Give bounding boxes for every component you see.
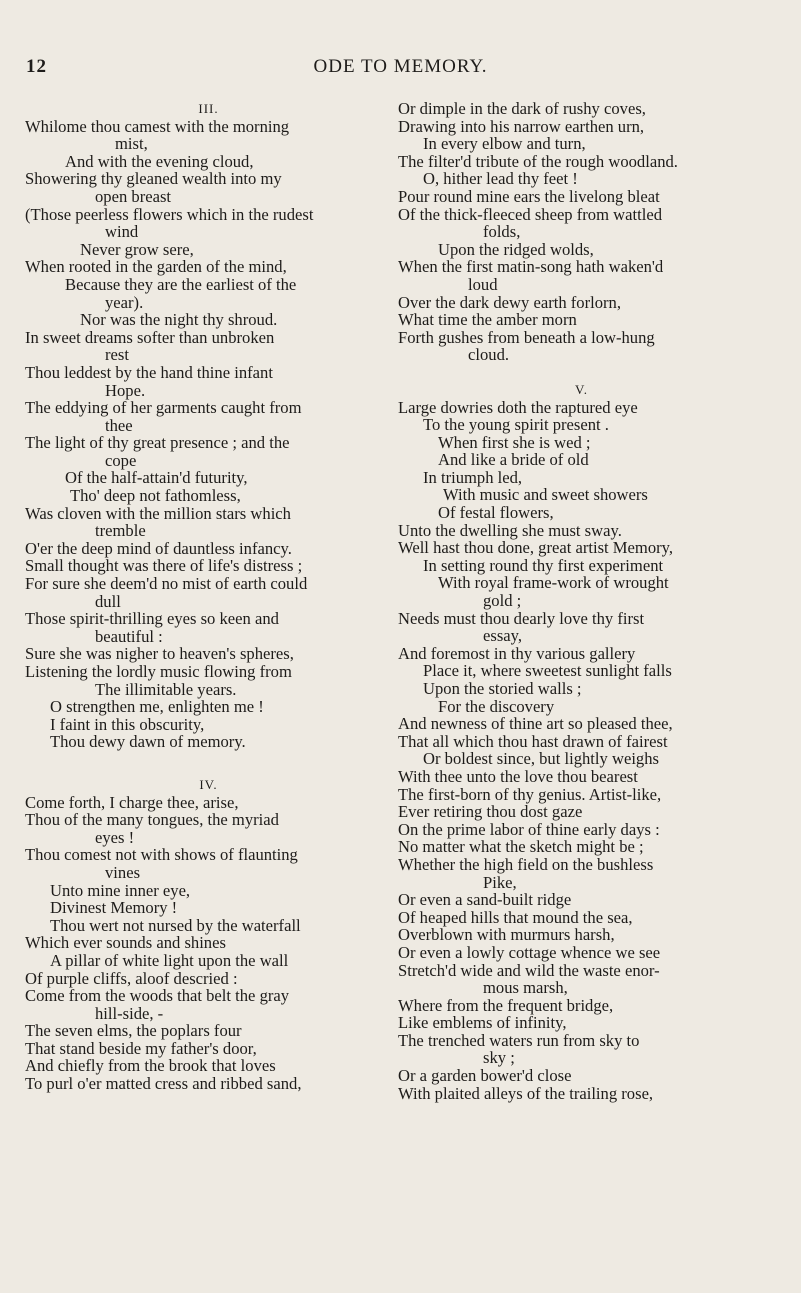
poem-line: gold ; bbox=[483, 591, 522, 611]
poem-line: For sure she deem'd no mist of earth could bbox=[25, 574, 308, 594]
poem-line: Of the half-attain'd futurity, bbox=[65, 468, 248, 488]
poem-line: That stand beside my father's door, bbox=[25, 1038, 257, 1058]
poem-line: And with the evening cloud, bbox=[65, 151, 254, 171]
poem-line: Those spirit-thrilling eyes so keen and bbox=[25, 609, 279, 629]
poem-line: Tho' deep not fathomless, bbox=[70, 486, 241, 506]
poem-line: Nor was the night thy shroud. bbox=[80, 310, 278, 330]
poem-line: A pillar of white light upon the wall bbox=[50, 950, 289, 970]
poem-line: The eddying of her garments caught from bbox=[25, 398, 302, 418]
poem-line: O strengthen me, enlighten me ! bbox=[50, 697, 264, 717]
poem-line: The illimitable years. bbox=[95, 679, 237, 699]
poem-line: essay, bbox=[483, 626, 523, 646]
poem-line: With music and sweet showers bbox=[443, 485, 648, 505]
poem-line: Well hast thou done, great artist Memory, bbox=[398, 538, 674, 558]
poem-line: Or dimple in the dark of rushy coves, bbox=[398, 99, 646, 118]
poem-line: No matter what the sketch might be ; bbox=[398, 837, 644, 857]
poem-line: Large dowries doth the raptured eye bbox=[398, 397, 638, 417]
poem-line: And like a bride of old bbox=[438, 450, 589, 470]
poem-line: Sure she was nigher to heaven's spheres, bbox=[25, 644, 294, 664]
poem-line: Upon the ridged wolds, bbox=[438, 239, 594, 259]
poem-line: Was cloven with the million stars which bbox=[25, 503, 291, 523]
poem-line: When first she is wed ; bbox=[438, 432, 591, 452]
poem-line: Upon the storied walls ; bbox=[423, 679, 582, 698]
poem-line: Small thought was there of life's distress ; bbox=[25, 556, 303, 576]
poem-line: The filter'd tribute of the rough woodland. bbox=[398, 151, 678, 171]
poem-line: Because they are the earliest of the bbox=[65, 274, 297, 294]
poem-line: In setting round thy first experiment bbox=[423, 555, 664, 575]
poem-line: The first-born of thy genius. Artist-like, bbox=[398, 784, 662, 804]
poem-line: In sweet dreams softer than unbroken bbox=[25, 327, 275, 347]
poem-line: dull bbox=[95, 591, 121, 611]
poem-line: Never grow sere, bbox=[80, 239, 194, 259]
poem-line: Or a garden bower'd close bbox=[398, 1066, 572, 1086]
poem-line: And chiefly from the brook that loves bbox=[25, 1056, 276, 1076]
poem-line: Which ever sounds and shines bbox=[25, 933, 226, 953]
left-column bbox=[25, 100, 392, 1093]
poem-line: Thou comest not with shows of flaunting bbox=[25, 845, 298, 865]
poem-line: The seven elms, the poplars four bbox=[25, 1021, 242, 1041]
section-number: V. bbox=[575, 381, 588, 397]
poem-line: And newness of thine art so pleased thee, bbox=[398, 714, 673, 734]
section-number: IV. bbox=[199, 776, 218, 792]
poem-line: The light of thy great presence ; and the bbox=[25, 433, 290, 453]
poem-line: wind bbox=[105, 222, 139, 242]
poem-line: Over the dark dewy earth forlorn, bbox=[398, 292, 622, 312]
poem-line: Of heaped hills that mound the sea, bbox=[398, 907, 633, 927]
poem-line: Of purple cliffs, aloof descried : bbox=[25, 968, 238, 988]
poem-line: O, hither lead thy feet ! bbox=[423, 169, 578, 189]
poem-line: Thou wert not nursed by the waterfall bbox=[50, 915, 301, 935]
poem-line: rest bbox=[105, 345, 129, 365]
poem-line: In every elbow and turn, bbox=[423, 134, 586, 154]
stanza-gap bbox=[25, 751, 392, 776]
poem-line: What time the amber morn bbox=[398, 310, 577, 330]
poem-line: In triumph led, bbox=[423, 467, 523, 487]
poem-line: To the young spirit present . bbox=[423, 415, 609, 435]
poem-line: Thou of the many tongues, the myriad bbox=[25, 810, 279, 830]
poem-line: Thou leddest by the hand thine infant bbox=[25, 362, 273, 382]
poem-line: cloud. bbox=[468, 345, 510, 365]
poem-line: I faint in this obscurity, bbox=[50, 714, 205, 734]
poem-line: mist, bbox=[115, 134, 148, 154]
stanza-gap bbox=[398, 364, 765, 381]
poem-line: eyes ! bbox=[95, 827, 135, 847]
poem-line: Showering thy gleaned wealth into my bbox=[25, 169, 282, 189]
poem-line: To purl o'er matted cress and ribbed sand, bbox=[25, 1074, 302, 1094]
poem-line: Like emblems of infinity, bbox=[398, 1013, 567, 1033]
poem-line: O'er the deep mind of dauntless infancy. bbox=[25, 538, 292, 558]
poem-line: Pike, bbox=[483, 872, 517, 892]
poem-line: Pour round mine ears the livelong bleat bbox=[398, 186, 660, 206]
poem-line: year). bbox=[105, 292, 144, 312]
poem-line: The trenched waters run from sky to bbox=[398, 1030, 640, 1050]
poem-line: Listening the lordly music flowing from bbox=[25, 662, 292, 681]
poem-line: mous marsh, bbox=[483, 978, 568, 998]
poem-line: When the first matin-song hath waken'd bbox=[398, 257, 664, 277]
poem-line: Overblown with murmurs harsh, bbox=[398, 925, 615, 945]
poem-line: Place it, where sweetest sunlight falls bbox=[423, 661, 672, 681]
poem-line: Ever retiring thou dost gaze bbox=[398, 802, 583, 822]
poem-line: With thee unto the love thou bearest bbox=[398, 766, 638, 786]
poem-line: On the prime labor of thine early days : bbox=[398, 819, 660, 839]
poem-line: Of the thick-fleeced sheep from wattled bbox=[398, 204, 663, 224]
running-title: ODE TO MEMORY. bbox=[313, 56, 488, 77]
poem-line: For the discovery bbox=[438, 696, 555, 716]
poem-line: Whilome thou camest with the morning bbox=[25, 116, 290, 136]
poem-line: With plaited alleys of the trailing rose, bbox=[398, 1083, 654, 1103]
poem-line: thee bbox=[105, 415, 133, 435]
poem-line: Of festal flowers, bbox=[438, 503, 554, 523]
poem-line: Or boldest since, but lightly weighs bbox=[423, 749, 659, 769]
poem-line: Come forth, I charge thee, arise, bbox=[25, 792, 239, 812]
poem-line: hill-side, - bbox=[95, 1003, 164, 1023]
poem-line: With royal frame-work of wrought bbox=[438, 573, 669, 593]
poem-line: beautiful : bbox=[95, 626, 163, 646]
poem-line: open breast bbox=[95, 186, 172, 206]
poem-line: When rooted in the garden of the mind, bbox=[25, 257, 287, 277]
right-column bbox=[398, 100, 765, 1102]
poem-line: vines bbox=[105, 862, 141, 882]
poem-line: Hope. bbox=[105, 380, 146, 400]
page-header bbox=[0, 56, 801, 80]
poem-line: Unto the dwelling she must sway. bbox=[398, 520, 622, 540]
poem-line: That all which thou hast drawn of fairest bbox=[398, 731, 668, 751]
poem-line: And foremost in thy various gallery bbox=[398, 643, 636, 663]
poem-line: Or even a sand-built ridge bbox=[398, 890, 572, 910]
poem-line: Come from the woods that belt the gray bbox=[25, 986, 290, 1006]
poem-line: (Those peerless flowers which in the rudest bbox=[25, 204, 314, 224]
poem-line: Whether the high field on the bushless bbox=[398, 854, 654, 874]
poem-line: Divinest Memory ! bbox=[50, 898, 178, 918]
poem-line: Forth gushes from beneath a low-hung bbox=[398, 327, 655, 347]
poem-line: Thou dewy dawn of memory. bbox=[50, 732, 246, 752]
poem-line: Drawing into his narrow earthen urn, bbox=[398, 116, 645, 136]
poem-line: Unto mine inner eye, bbox=[50, 880, 191, 900]
poem-line: cope bbox=[105, 450, 137, 470]
section-number: III. bbox=[198, 101, 219, 116]
poem-line: Or even a lowly cottage whence we see bbox=[398, 942, 661, 962]
poem-line: Where from the frequent bridge, bbox=[398, 995, 614, 1015]
poem-line: Stretch'd wide and wild the waste enor- bbox=[398, 960, 660, 980]
poem-line: Needs must thou dearly love thy first bbox=[398, 608, 645, 628]
poem-line: loud bbox=[468, 274, 498, 294]
poem-line: folds, bbox=[483, 222, 521, 242]
page-number: 12 bbox=[26, 56, 47, 77]
poem-line: sky ; bbox=[483, 1048, 515, 1068]
poem-line: tremble bbox=[95, 521, 146, 541]
